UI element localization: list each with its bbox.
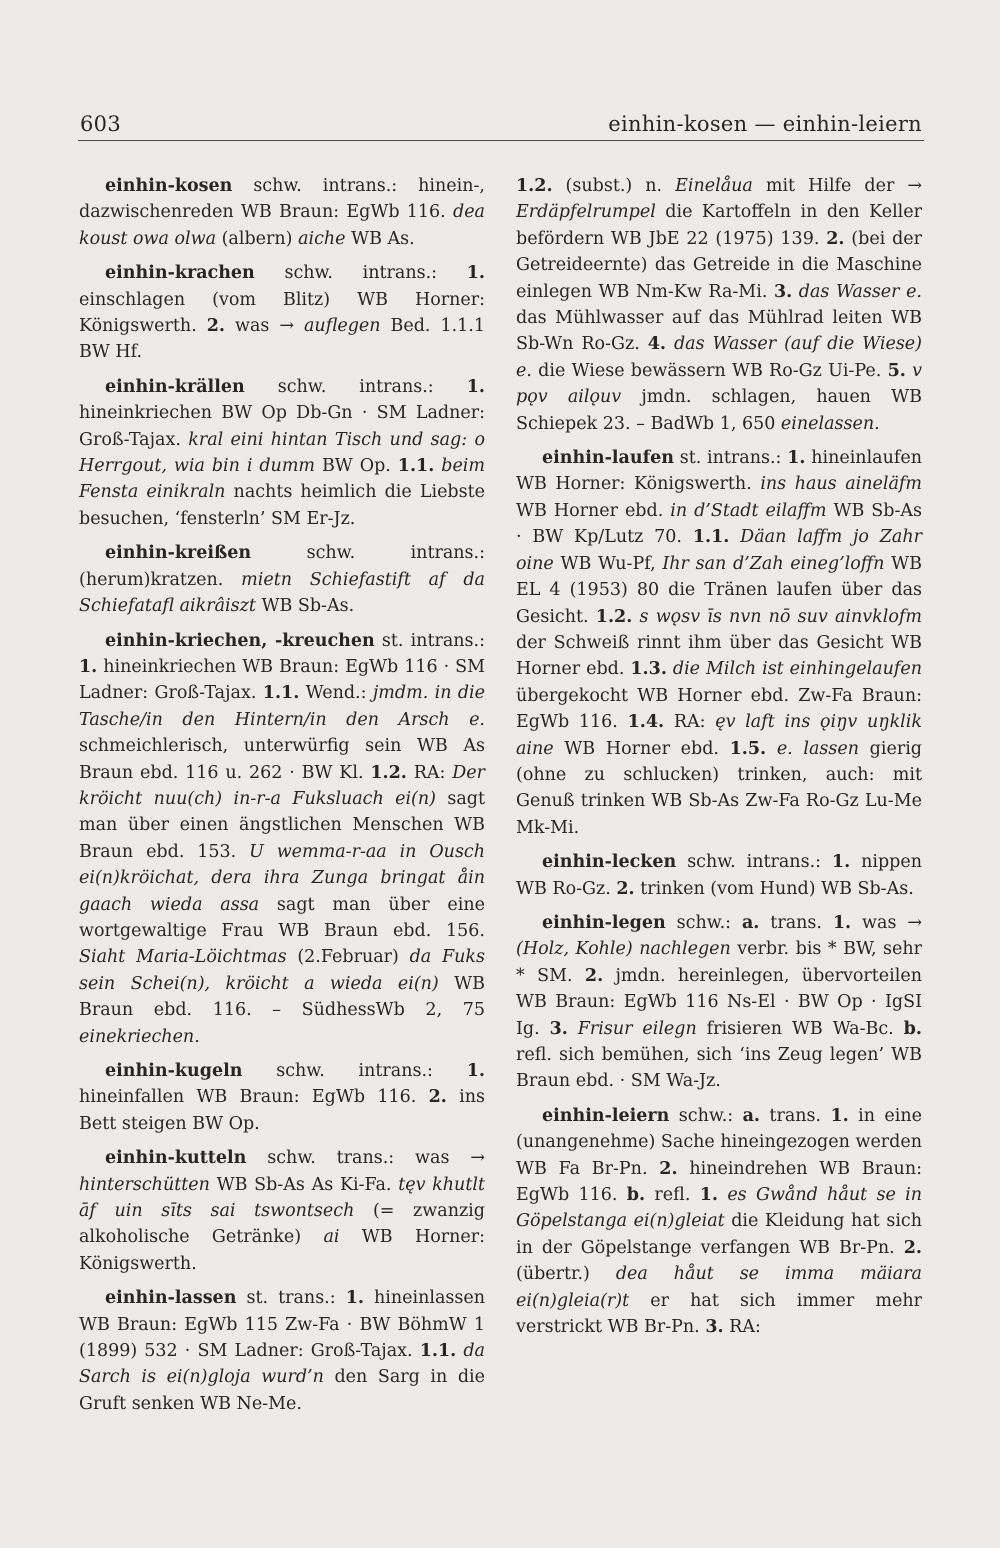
dictionary-entry (79, 1058, 485, 1137)
entry-body: st. trans.: 1. hineinlassen WB Braun: EgWb 115 Zw-Fa · BW BöhmW 1 (1899) 532 · SM Ladner: Groß-Tajax. 1.1. da Sarch is ei(n)gloja wurd’n den Sarg in die Gruft senken WB Ne-Me. (79, 1288, 485, 1414)
entry-body: schw.: a. trans. 1. was → (Holz, Kohle) nachlegen verbr. bis * BW, sehr * SM. 2. jmdn. hereinlegen, übervorteilen WB Braun: EgWb 116 Ns-El · BW Op · IgSI Ig. 3. Frisur eilegn frisieren WB Wa-Bc. b. refl. sich bemühen, sich ‘ins Zeug legen’ WB Braun ebd. · SM Wa-Jz. (516, 912, 922, 1092)
entry-lemma: einhin-lassen (105, 1288, 237, 1309)
entry-body: schw. intrans.: (herum)kratzen. mietn Schiefastift af da Schiefatafl aikrâiszt WB Sb-As. (79, 543, 485, 617)
entry-lemma: einhin-leiern (542, 1105, 670, 1126)
entry-lemma: einhin-legen (542, 912, 666, 933)
entry-body: schw. intrans.: 1. hineinkriechen BW Op Db-Gn · SM Ladner: Groß-Tajax. kral eini hintan Tisch und sag: o Herrgout, wia bin i dumm BW Op. 1.1. beim Fensta einikraln nachts heimlich die Liebste besuchen, ‘fensterln’ SM Er-Jz. (79, 376, 486, 529)
entry-lemma: einhin-lecken (542, 852, 677, 873)
dictionary-entry (516, 849, 922, 902)
left-column (79, 173, 485, 1425)
dictionary-entry (516, 445, 922, 841)
page-header (78, 110, 924, 141)
dictionary-entry (516, 1103, 922, 1341)
entry-body: 1.2. (subst.) n. Einelåua mit Hilfe der → Erdäpfelrumpel die Kartoffeln in den Keller befördern WB JbE 22 (1975) 139. 2. (bei der Getreideernte) das Getreide in die Maschine einlegen WB Nm-Kw Ra-Mi. 3. das Wasser e. das Mühlwasser auf das Mühlrad leiten WB Sb-Wn Ro-Gz. 4. das Wasser (auf die Wiese) e. die Wiese bewässern WB Ro-Gz Ui-Pe. 5. v pǫv ailǫuv jmdn. schlagen, hauen WB Schiepek 23. – BadWb 1, 650 einelassen. (516, 176, 923, 434)
dictionary-entry (516, 910, 922, 1095)
dictionary-entry (79, 628, 485, 1051)
dictionary-entry (79, 260, 485, 366)
entry-body: schw. trans.: was → hinterschütten WB Sb-As As Ki-Fa. tęv khutlt āf uin sīts sai tswontsech (= zwanzig alkoholische Getränke) ai WB Horner: Königswerth. (79, 1148, 485, 1274)
entry-lemma: einhin-kutteln (105, 1148, 247, 1169)
running-title: einhin-kosen — einhin-leiern (608, 112, 922, 136)
right-column (516, 173, 922, 1348)
entry-body: st. intrans.: 1. hineinlaufen WB Horner: Königswerth. ins haus aineläfm WB Horner ebd. in d’Stadt eilaffm WB Sb-As · BW Kp/Lutz 70. 1.1. Däan laffm jo Zahr oine WB Wu-Pf, Ihr san d’Zah eineg’loffn WB EL 4 (1953) 80 die Tränen laufen über das Gesicht. 1.2. s wǫsv īs nvn nō suv ainvklofm der Schweiß rinnt ihm über das Gesicht WB Horner ebd. 1.3. die Milch ist einhingelaufen übergekocht WB Horner ebd. Zw-Fa Braun: EgWb 116. 1.4. RA: ęv laft ins ǫiŋv uŋklik aine WB Horner ebd. 1.5. e. lassen gierig (ohne zu schlucken) trinken, auch: mit Genuß trinken WB Sb-As Zw-Fa Ro-Gz Lu-Me Mk-Mi. (516, 448, 922, 838)
entry-body: schw. intrans.: hinein-, dazwischenreden WB Braun: EgWb 116. dea koust owa olwa (albern) aiche WB As. (79, 176, 485, 249)
dictionary-entry (79, 374, 485, 532)
dictionary-entry (79, 1145, 485, 1277)
entry-lemma: einhin-kugeln (105, 1061, 243, 1081)
entry-body: schw. intrans.: 1. einschlagen (vom Blitz) WB Horner: Königswerth. 2. was → auflegen Bed. 1.1.1 BW Hf. (79, 263, 485, 363)
entry-lemma: einhin-kreißen (105, 543, 252, 564)
page-number: 603 (80, 112, 121, 136)
entry-body: schw.: a. trans. 1. in eine (unangenehme) Sache hineingezogen werden WB Fa Br-Pn. 2. hineindrehen WB Braun: EgWb 116. b. refl. 1. es Gwånd håut se in Göpelstanga ei(n)gleiat die Kleidung hat sich in der Göpelstange verfangen WB Br-Pn. 2. (übertr.) dea håut se imma mäiara ei(n)gleia(r)t er hat sich immer mehr verstrickt WB Br-Pn. 3. RA: (516, 1105, 922, 1338)
dictionary-entry (79, 540, 485, 619)
dictionary-entry-continued (516, 173, 922, 437)
entry-lemma: einhin-laufen (542, 448, 674, 469)
dictionary-entry (79, 1285, 485, 1417)
entry-lemma: einhin-krachen (105, 263, 255, 284)
entry-body: schw. intrans.: 1. nippen WB Ro-Gz. 2. trinken (vom Hund) WB Sb-As. (516, 852, 922, 899)
entry-body: st. intrans.: 1. hineinkriechen WB Braun: EgWb 116 · SM Ladner: Groß-Tajax. 1.1. Wend.: jmdm. in die Tasche/in den Hintern/in den Arsch e. schmeichlerisch, unterwürfig sein WB As Braun ebd. 116 u. 262 · BW Kl. 1.2. RA: Der kröicht nuu(ch) in-r-a Fuksluach ei(n) sagt man über einen ängstlichen Menschen WB Braun ebd. 153. U wemma-r-aa in Ousch ei(n)kröichat, dera ihra Zunga bringat åin gaach wieda assa sagt man über eine wortgewaltige Frau WB Braun ebd. 156. Siaht Maria-Löichtmas (2.Februar) da Fuks sein Schei(n), kröicht a wieda ei(n) WB Braun ebd. 116. – SüdhessWb 2, 75 einekriechen. (79, 630, 485, 1047)
entry-body: schw. intrans.: 1. hineinfallen WB Braun: EgWb 116. 2. ins Bett steigen BW Op. (79, 1061, 485, 1134)
entry-lemma: einhin-kosen (105, 176, 233, 196)
dictionary-entry (79, 173, 485, 252)
entry-lemma: einhin-kriechen, -kreuchen (105, 630, 375, 651)
entry-lemma: einhin-krällen (105, 376, 245, 397)
